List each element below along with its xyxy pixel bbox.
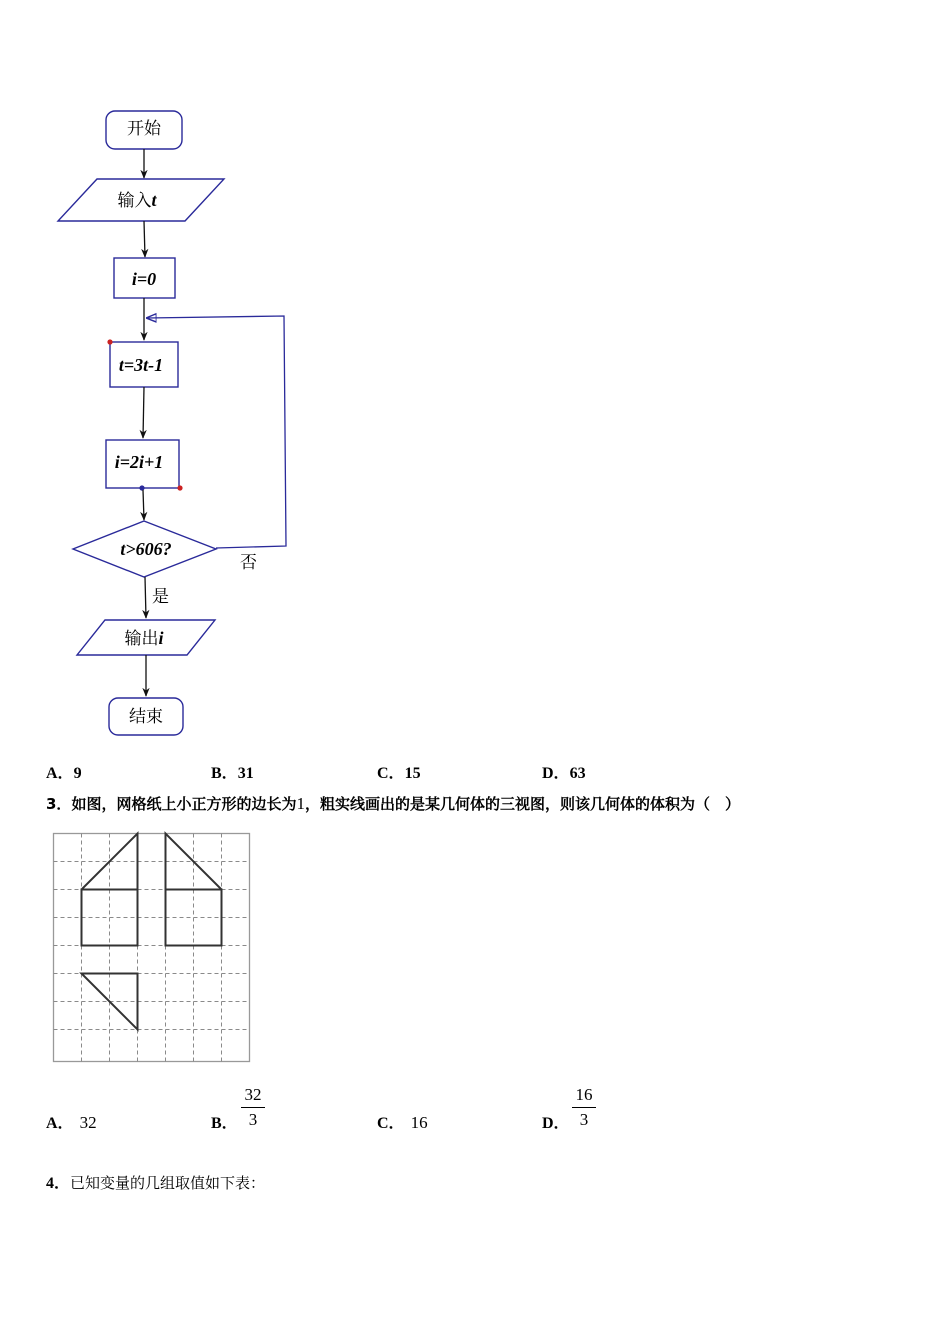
arrow-input-init (144, 221, 145, 257)
arrow-condition-output (145, 577, 146, 618)
blue-dot-marker (139, 485, 144, 490)
option-value: 32 (79, 1113, 97, 1132)
q2-option-a[interactable] (46, 760, 82, 783)
option-letter: A． (46, 765, 74, 782)
input-box (58, 179, 224, 221)
q2-option-c[interactable] (377, 760, 421, 783)
step1-box (107, 339, 178, 387)
grid-lines (54, 834, 250, 1062)
option-letter: C． (377, 1115, 405, 1132)
q3-option-a[interactable] (46, 1110, 97, 1133)
option-value: 63 (569, 765, 586, 782)
question-text: ，粗实线画出的是某几何体的三视图，则该几何体的体积为（ ） (304, 795, 740, 813)
no-label: 否 (240, 553, 257, 573)
input-label: 输入 (117, 191, 152, 211)
output-box (77, 620, 215, 655)
three-view-diagram (50, 830, 252, 1064)
q3-option-b-fraction (241, 1085, 265, 1130)
output-var: i (158, 628, 164, 648)
svg-text:输入t (117, 190, 157, 211)
option-letter: B． (211, 765, 238, 782)
option-value: 31 (237, 765, 254, 782)
question-number: 3． (46, 795, 72, 813)
fraction-numerator: 16 (572, 1085, 596, 1108)
fraction-denominator: 3 (248, 1110, 258, 1129)
fraction-denominator: 3 (579, 1110, 589, 1129)
output-label: 输出 (124, 629, 159, 649)
input-var: t (151, 190, 157, 210)
step2-label: i=2i+1 (114, 452, 164, 472)
condition-diamond (73, 521, 216, 577)
q3-option-d-fraction (572, 1085, 596, 1130)
condition-label: t>606? (120, 539, 172, 559)
arrow-step1-step2 (143, 387, 144, 438)
option-value: 16 (410, 1113, 428, 1132)
q3-option-c[interactable] (377, 1110, 428, 1133)
step1-label: t=3t-1 (118, 355, 164, 375)
arrow-step2-condition (143, 490, 144, 520)
question-value: 1 (296, 794, 305, 813)
q3-option-b[interactable] (211, 1110, 238, 1133)
option-letter: A． (46, 1115, 74, 1132)
q3-option-d[interactable] (542, 1110, 570, 1133)
red-dot-marker (177, 485, 182, 490)
grid-frame (54, 834, 250, 1062)
question-text: 如图，网格纸上小正方形的边长为 (71, 795, 297, 813)
step2-box (106, 440, 183, 491)
end-terminal (109, 698, 183, 735)
q2-option-d[interactable] (542, 760, 586, 783)
svg-text:输出i (124, 628, 163, 649)
start-terminal (106, 111, 182, 149)
option-letter: B． (211, 1115, 238, 1132)
q2-option-b[interactable] (211, 760, 254, 783)
option-value: 15 (404, 765, 421, 782)
init-box (114, 258, 175, 298)
option-letter: D． (542, 765, 570, 782)
option-value: 9 (73, 765, 82, 782)
question-number: 4． (46, 1175, 71, 1192)
start-label: 开始 (127, 119, 161, 139)
fraction-numerator: 32 (241, 1085, 265, 1108)
flowchart-diagram (0, 0, 320, 745)
end-label: 结束 (129, 707, 163, 727)
question-text: 已知变量的几组取值如下表： (70, 1174, 266, 1192)
option-letter: D． (542, 1115, 570, 1132)
question-3-stem (46, 793, 740, 814)
init-label: i=0 (131, 269, 157, 289)
option-letter: C． (377, 765, 405, 782)
yes-label: 是 (152, 587, 169, 607)
question-4-stem (46, 1170, 265, 1193)
red-dot-marker (107, 339, 112, 344)
